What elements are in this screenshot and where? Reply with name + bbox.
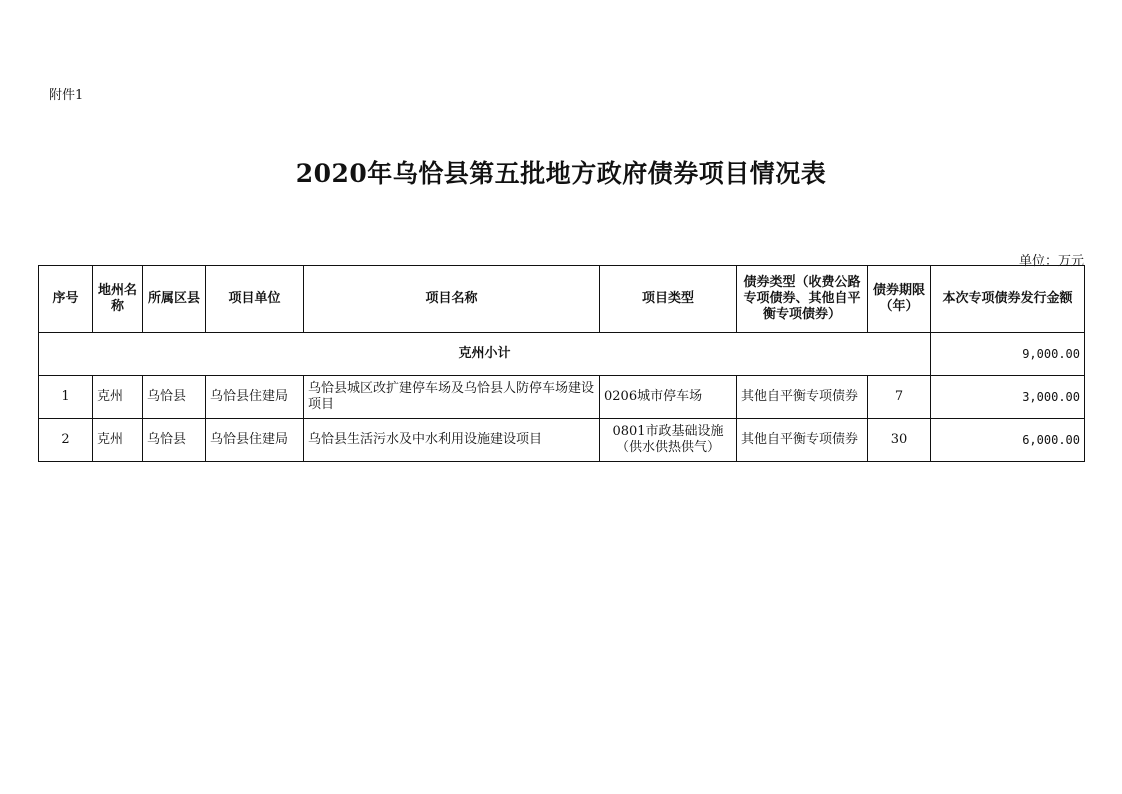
cell-term: 7 <box>868 376 931 419</box>
cell-county: 乌恰县 <box>143 419 206 462</box>
cell-project-name: 乌恰县生活污水及中水利用设施建设项目 <box>304 419 600 462</box>
header-prefecture: 地州名称 <box>93 266 143 333</box>
table-row <box>39 376 1085 419</box>
cell-bond-type: 其他自平衡专项债券 <box>737 376 868 419</box>
header-row <box>39 266 1085 333</box>
subtotal-row <box>39 333 1085 376</box>
cell-project-name: 乌恰县城区改扩建停车场及乌恰县人防停车场建设项目 <box>304 376 600 419</box>
header-bond-type: 债券类型（收费公路专项债券、其他自平衡专项债券） <box>737 266 868 333</box>
cell-index: 1 <box>39 376 93 419</box>
subtotal-amount: 9,000.00 <box>931 333 1085 376</box>
cell-amount: 6,000.00 <box>931 419 1085 462</box>
bond-project-table <box>38 265 1085 462</box>
header-unit: 项目单位 <box>206 266 304 333</box>
header-county: 所属区县 <box>143 266 206 333</box>
cell-county: 乌恰县 <box>143 376 206 419</box>
header-project-type: 项目类型 <box>600 266 737 333</box>
subtotal-label: 克州小计 <box>39 333 931 376</box>
unit-label: 单位：万元 <box>1018 254 1084 269</box>
table-row <box>39 419 1085 462</box>
attachment-label: 附件1 <box>49 88 84 103</box>
cell-unit: 乌恰县住建局 <box>206 419 304 462</box>
cell-bond-type: 其他自平衡专项债券 <box>737 419 868 462</box>
cell-prefecture: 克州 <box>93 376 143 419</box>
header-term: 债券期限（年） <box>868 266 931 333</box>
header-project-name: 项目名称 <box>304 266 600 333</box>
page-title: 2020年乌恰县第五批地方政府债券项目情况表 <box>295 159 827 188</box>
cell-unit: 乌恰县住建局 <box>206 376 304 419</box>
header-amount: 本次专项债券发行金额 <box>931 266 1085 333</box>
cell-project-type: 0801市政基础设施（供水供热供气） <box>600 419 737 462</box>
cell-project-type: 0206城市停车场 <box>600 376 737 419</box>
header-index: 序号 <box>39 266 93 333</box>
cell-term: 30 <box>868 419 931 462</box>
cell-prefecture: 克州 <box>93 419 143 462</box>
cell-amount: 3,000.00 <box>931 376 1085 419</box>
cell-index: 2 <box>39 419 93 462</box>
